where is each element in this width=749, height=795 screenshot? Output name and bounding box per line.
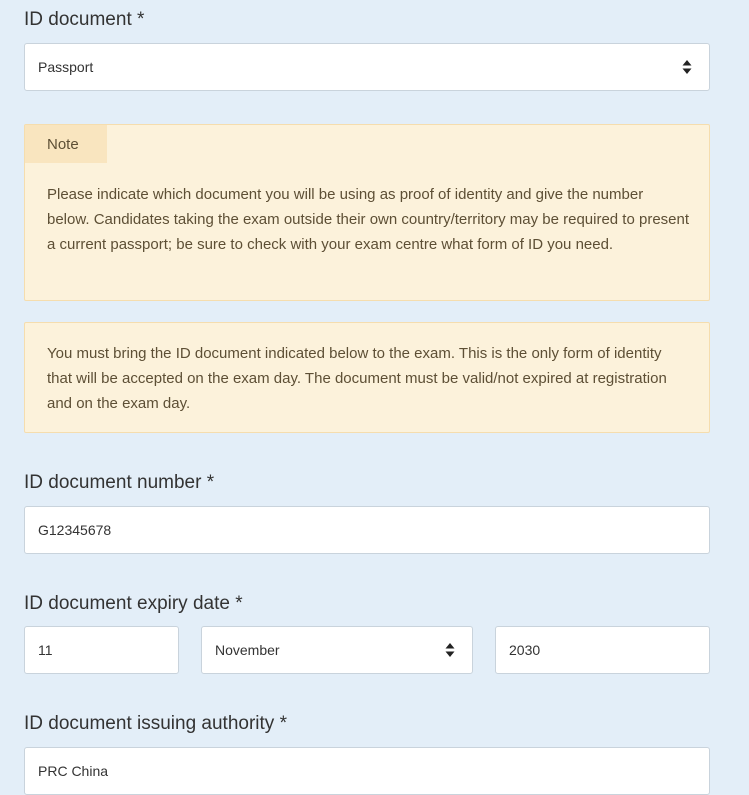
sort-arrows-icon bbox=[682, 59, 692, 75]
issuing-authority-label: ID document issuing authority * bbox=[24, 713, 287, 734]
sort-arrows-icon bbox=[445, 642, 455, 658]
issuing-authority-input[interactable] bbox=[24, 747, 710, 795]
expiry-month-value: November bbox=[215, 642, 280, 658]
note-text: Please indicate which document you will be using as proof of identity and give the number below. Candidates taking the exam outside their own country/territory may be required to present a current passport; be sure to check with your exam centre what form of ID you need. bbox=[47, 186, 690, 253]
id-number-label: ID document number * bbox=[24, 472, 215, 493]
note-box bbox=[24, 124, 710, 301]
expiry-day-input[interactable] bbox=[24, 626, 179, 674]
expiry-year-input[interactable] bbox=[495, 626, 710, 674]
warning-text: You must bring the ID document indicated below to the exam. This is the only form of identity that will be accepted on the exam day. The document must be valid/not expired at registration and on the exam day. bbox=[47, 345, 667, 412]
expiry-month-select[interactable] bbox=[201, 626, 473, 674]
id-document-label: ID document * bbox=[24, 9, 145, 30]
issuing-authority-value: PRC China bbox=[38, 763, 109, 779]
expiry-year-value: 2030 bbox=[509, 642, 541, 658]
expiry-date-label: ID document expiry date * bbox=[24, 593, 243, 614]
warning-box bbox=[24, 322, 710, 433]
note-tab: Note bbox=[25, 125, 107, 163]
id-document-select[interactable] bbox=[24, 43, 710, 91]
id-document-selected-value: Passport bbox=[38, 59, 94, 75]
id-number-value: G12345678 bbox=[38, 522, 112, 538]
expiry-day-value: 11 bbox=[38, 642, 53, 658]
id-number-input[interactable] bbox=[24, 506, 710, 554]
